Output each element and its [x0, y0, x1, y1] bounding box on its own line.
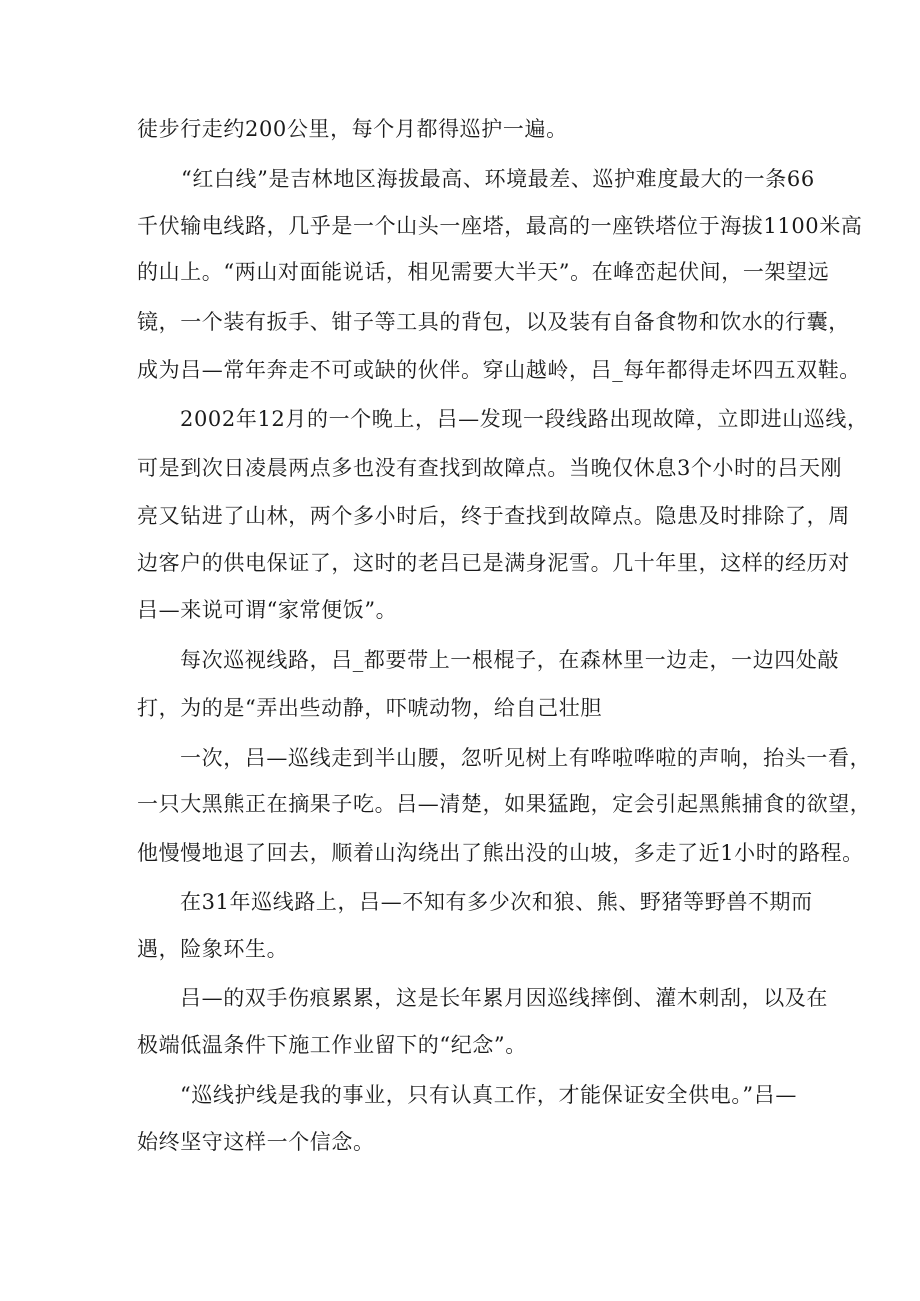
text-line-5: 镜，一个装有扳手、钳子等工具的背包，以及装有自备食物和饮水的行囊，: [137, 310, 850, 334]
text-line-7: 2002年12月的一个晚上，吕—发现一段线路出现故障，立即进山巡线，: [180, 407, 869, 431]
text-line-13: 打，为的是“弄出些动静，吓唬动物，给自己壮胆: [137, 696, 602, 720]
text-line-18: 遇，险象环生。: [137, 937, 289, 961]
text-line-3: 千伏输电线路，几乎是一个山头一座塔，最高的一座铁塔位于海拔1100米高: [137, 214, 863, 238]
text-line-14: 一次，吕—巡线走到半山腰，忽听见树上有哗啦哗啦的声响，抬头一看，: [180, 746, 872, 770]
text-line-20: 极端低温条件下施工作业留下的“纪念”。: [137, 1033, 527, 1057]
text-line-12: 每次巡视线路，吕_都要带上一根棍子，在森林里一边走，一边四处敲: [180, 648, 840, 672]
text-line-15: 一只大黑熊正在摘果子吃。吕—清楚，如果猛跑，定会引起黑熊捕食的欲望，: [137, 792, 872, 816]
text-line-19: 吕—的双手伤痕累累，这是长年累月因巡线摔倒、灌木刺刮，以及在: [180, 986, 828, 1010]
text-line-2: “红白线”是吉林地区海拔最高、环境最差、巡护难度最大的一条66: [181, 167, 815, 191]
text-line-8: 可是到次日凌晨两点多也没有查找到故障点。当晚仅休息3个小时的吕天刚: [137, 456, 843, 480]
text-line-11: 吕—来说可谓“家常便饭”。: [137, 598, 398, 622]
text-line-22: 始终坚守这样一个信念。: [137, 1130, 375, 1154]
text-line-10: 边客户的供电保证了，这时的老吕已是满身泥雪。几十年里，这样的经历对: [137, 551, 850, 575]
text-line-17: 在31年巡线路上，吕—不知有多少次和狼、熊、野猪等野兽不期而: [180, 890, 813, 914]
text-line-4: 的山上。“两山对面能说话，相见需要大半天”。在峰峦起伏间，一架望远: [137, 260, 830, 284]
text-line-9: 亮又钻进了山林，两个多小时后，终于查找到故障点。隐患及时排除了，周: [137, 504, 850, 528]
text-line-16: 他慢慢地退了回去，顺着山沟绕出了熊出没的山坡，多走了近1小时的路程。: [137, 841, 864, 865]
text-line-1: 徒步行走约200公里，每个月都得巡护一遍。: [137, 117, 568, 141]
text-line-21: “巡线护线是我的事业，只有认真工作，才能保证安全供电。”吕—: [180, 1083, 797, 1107]
text-line-6: 成为吕—常年奔走不可或缺的伙伴。穿山越岭，吕_每年都得走坏四五双鞋。: [137, 358, 861, 382]
